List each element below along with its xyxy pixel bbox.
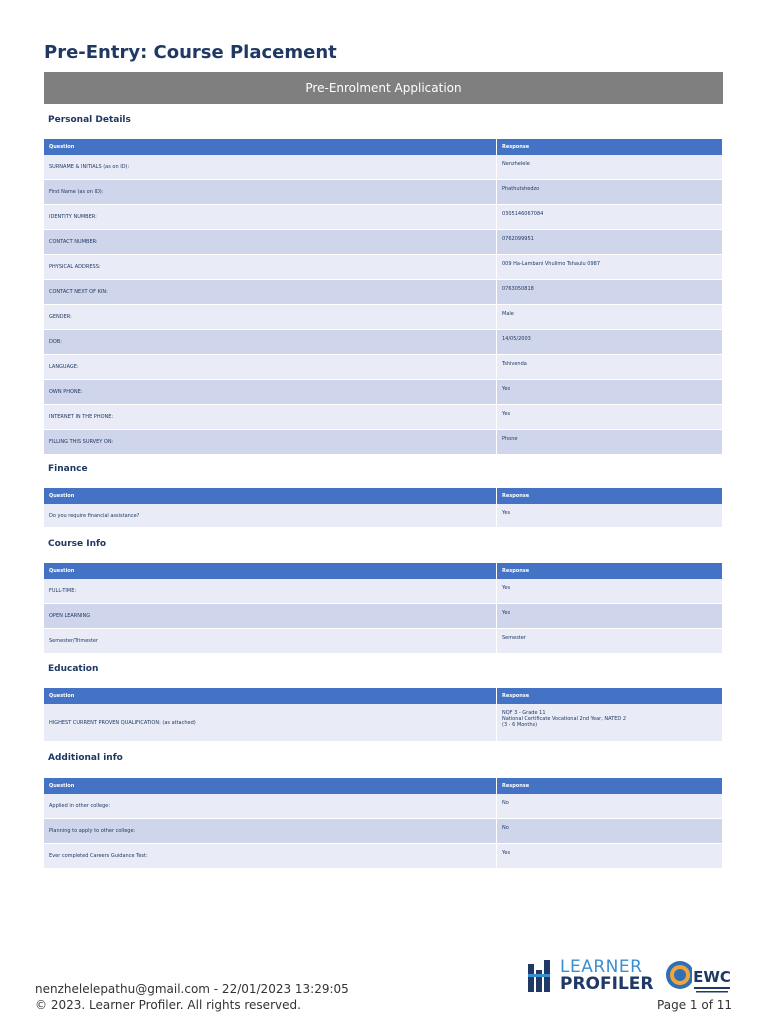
question-cell: Ever completed Careers Guidance Test: <box>44 844 497 869</box>
table-row <box>44 405 723 430</box>
response-cell: Nenzhelele <box>497 155 723 180</box>
question-cell: Do you require financial assistance? <box>44 504 497 528</box>
learner-profiler-logo <box>528 957 654 994</box>
question-cell: INTERNET IN THE PHONE: <box>44 405 497 430</box>
education-table <box>44 688 723 742</box>
column-header-response: Response <box>497 688 723 704</box>
form-banner: Pre-Enrolment Application <box>44 72 723 104</box>
question-cell: OPEN LEARNING <box>44 604 497 629</box>
question-cell: FILLING THIS SURVEY ON: <box>44 430 497 455</box>
response-cell: Yes <box>497 504 723 528</box>
learner-profiler-logo-word2: PROFILER <box>560 974 654 994</box>
table-row <box>44 844 723 869</box>
question-cell: PHYSICAL ADDRESS: <box>44 255 497 280</box>
ewc-college-logo <box>664 955 734 995</box>
response-cell: No <box>497 819 723 844</box>
learner-profiler-logo-word1: LEARNER <box>560 957 643 977</box>
column-header-response: Response <box>497 778 723 794</box>
footer-user-timestamp: nenzhelelepathu@gmail.com - 22/01/2023 13:29:05 <box>35 982 349 996</box>
table-row <box>44 355 723 380</box>
response-cell: Yes <box>497 380 723 405</box>
table-row <box>44 629 723 654</box>
personal-details-table <box>44 139 723 455</box>
response-cell: 0763050818 <box>497 280 723 305</box>
response-cell: Yes <box>497 604 723 629</box>
ewc-logo-text: EWC <box>693 968 731 986</box>
question-cell: GENDER: <box>44 305 497 330</box>
response-cell: Semester <box>497 629 723 654</box>
column-header-question: Question <box>44 488 497 504</box>
question-cell: IDENTITY NUMBER: <box>44 205 497 230</box>
table-row <box>44 305 723 330</box>
response-cell: Yes <box>497 405 723 430</box>
response-cell: Phathutshedzo <box>497 180 723 205</box>
section-title-education: Education <box>48 664 99 674</box>
column-header-response: Response <box>497 139 723 155</box>
response-cell: No <box>497 794 723 819</box>
table-row <box>44 155 723 180</box>
question-cell: First Name (as on ID): <box>44 180 497 205</box>
page-title: Pre-Entry: Course Placement <box>44 42 337 63</box>
column-header-question: Question <box>44 139 497 155</box>
response-cell: Tshivenda <box>497 355 723 380</box>
response-cell: Yes <box>497 579 723 604</box>
question-cell: OWN PHONE: <box>44 380 497 405</box>
footer-copyright: © 2023. Learner Profiler. All rights reserved. <box>35 998 301 1012</box>
section-title-additional-info: Additional info <box>48 753 123 763</box>
question-cell: HIGHEST CURRENT PROVEN QUALIFICATION: (as attached) <box>44 704 497 742</box>
course-info-table <box>44 563 723 654</box>
question-cell: Planning to apply to other college: <box>44 819 497 844</box>
question-cell: Semester/Trimester <box>44 629 497 654</box>
section-title-personal-details: Personal Details <box>48 115 131 125</box>
table-row <box>44 579 723 604</box>
table-row <box>44 819 723 844</box>
column-header-response: Response <box>497 563 723 579</box>
section-title-course-info: Course Info <box>48 539 107 549</box>
question-cell: DOB: <box>44 330 497 355</box>
response-cell: 009 Ha-Lambani Vhulimo Tshaulu 0987 <box>497 255 723 280</box>
question-cell: SURNAME & INITIALS (as on ID): <box>44 155 497 180</box>
question-cell: FULL-TIME: <box>44 579 497 604</box>
column-header-question: Question <box>44 778 497 794</box>
response-cell: Male <box>497 305 723 330</box>
question-cell: CONTACT NUMBER: <box>44 230 497 255</box>
response-cell: 0305146067084 <box>497 205 723 230</box>
table-row <box>44 504 723 528</box>
question-cell: LANGUAGE: <box>44 355 497 380</box>
column-header-response: Response <box>497 488 723 504</box>
table-row <box>44 205 723 230</box>
table-row <box>44 230 723 255</box>
finance-table <box>44 488 723 528</box>
learner-profiler-mark-icon <box>528 960 556 992</box>
table-row <box>44 380 723 405</box>
response-cell: 0762099951 <box>497 230 723 255</box>
page-number: Page 1 of 11 <box>657 998 732 1012</box>
table-row <box>44 604 723 629</box>
response-cell: 14/05/2003 <box>497 330 723 355</box>
response-cell: Yes <box>497 844 723 869</box>
question-cell: CONTACT NEXT OF KIN: <box>44 280 497 305</box>
section-title-finance: Finance <box>48 464 88 474</box>
column-header-question: Question <box>44 688 497 704</box>
question-cell: Applied in other college: <box>44 794 497 819</box>
table-row <box>44 280 723 305</box>
table-row <box>44 180 723 205</box>
table-row <box>44 255 723 280</box>
response-cell: NQF 3 - Grade 11 National Certificate Vocational 2nd Year, NATED 2 (3 - 6 Months) <box>497 704 723 742</box>
table-row <box>44 330 723 355</box>
table-row <box>44 704 723 742</box>
response-cell: Phone <box>497 430 723 455</box>
table-row <box>44 794 723 819</box>
additional-info-table <box>44 778 723 869</box>
table-row <box>44 430 723 455</box>
column-header-question: Question <box>44 563 497 579</box>
